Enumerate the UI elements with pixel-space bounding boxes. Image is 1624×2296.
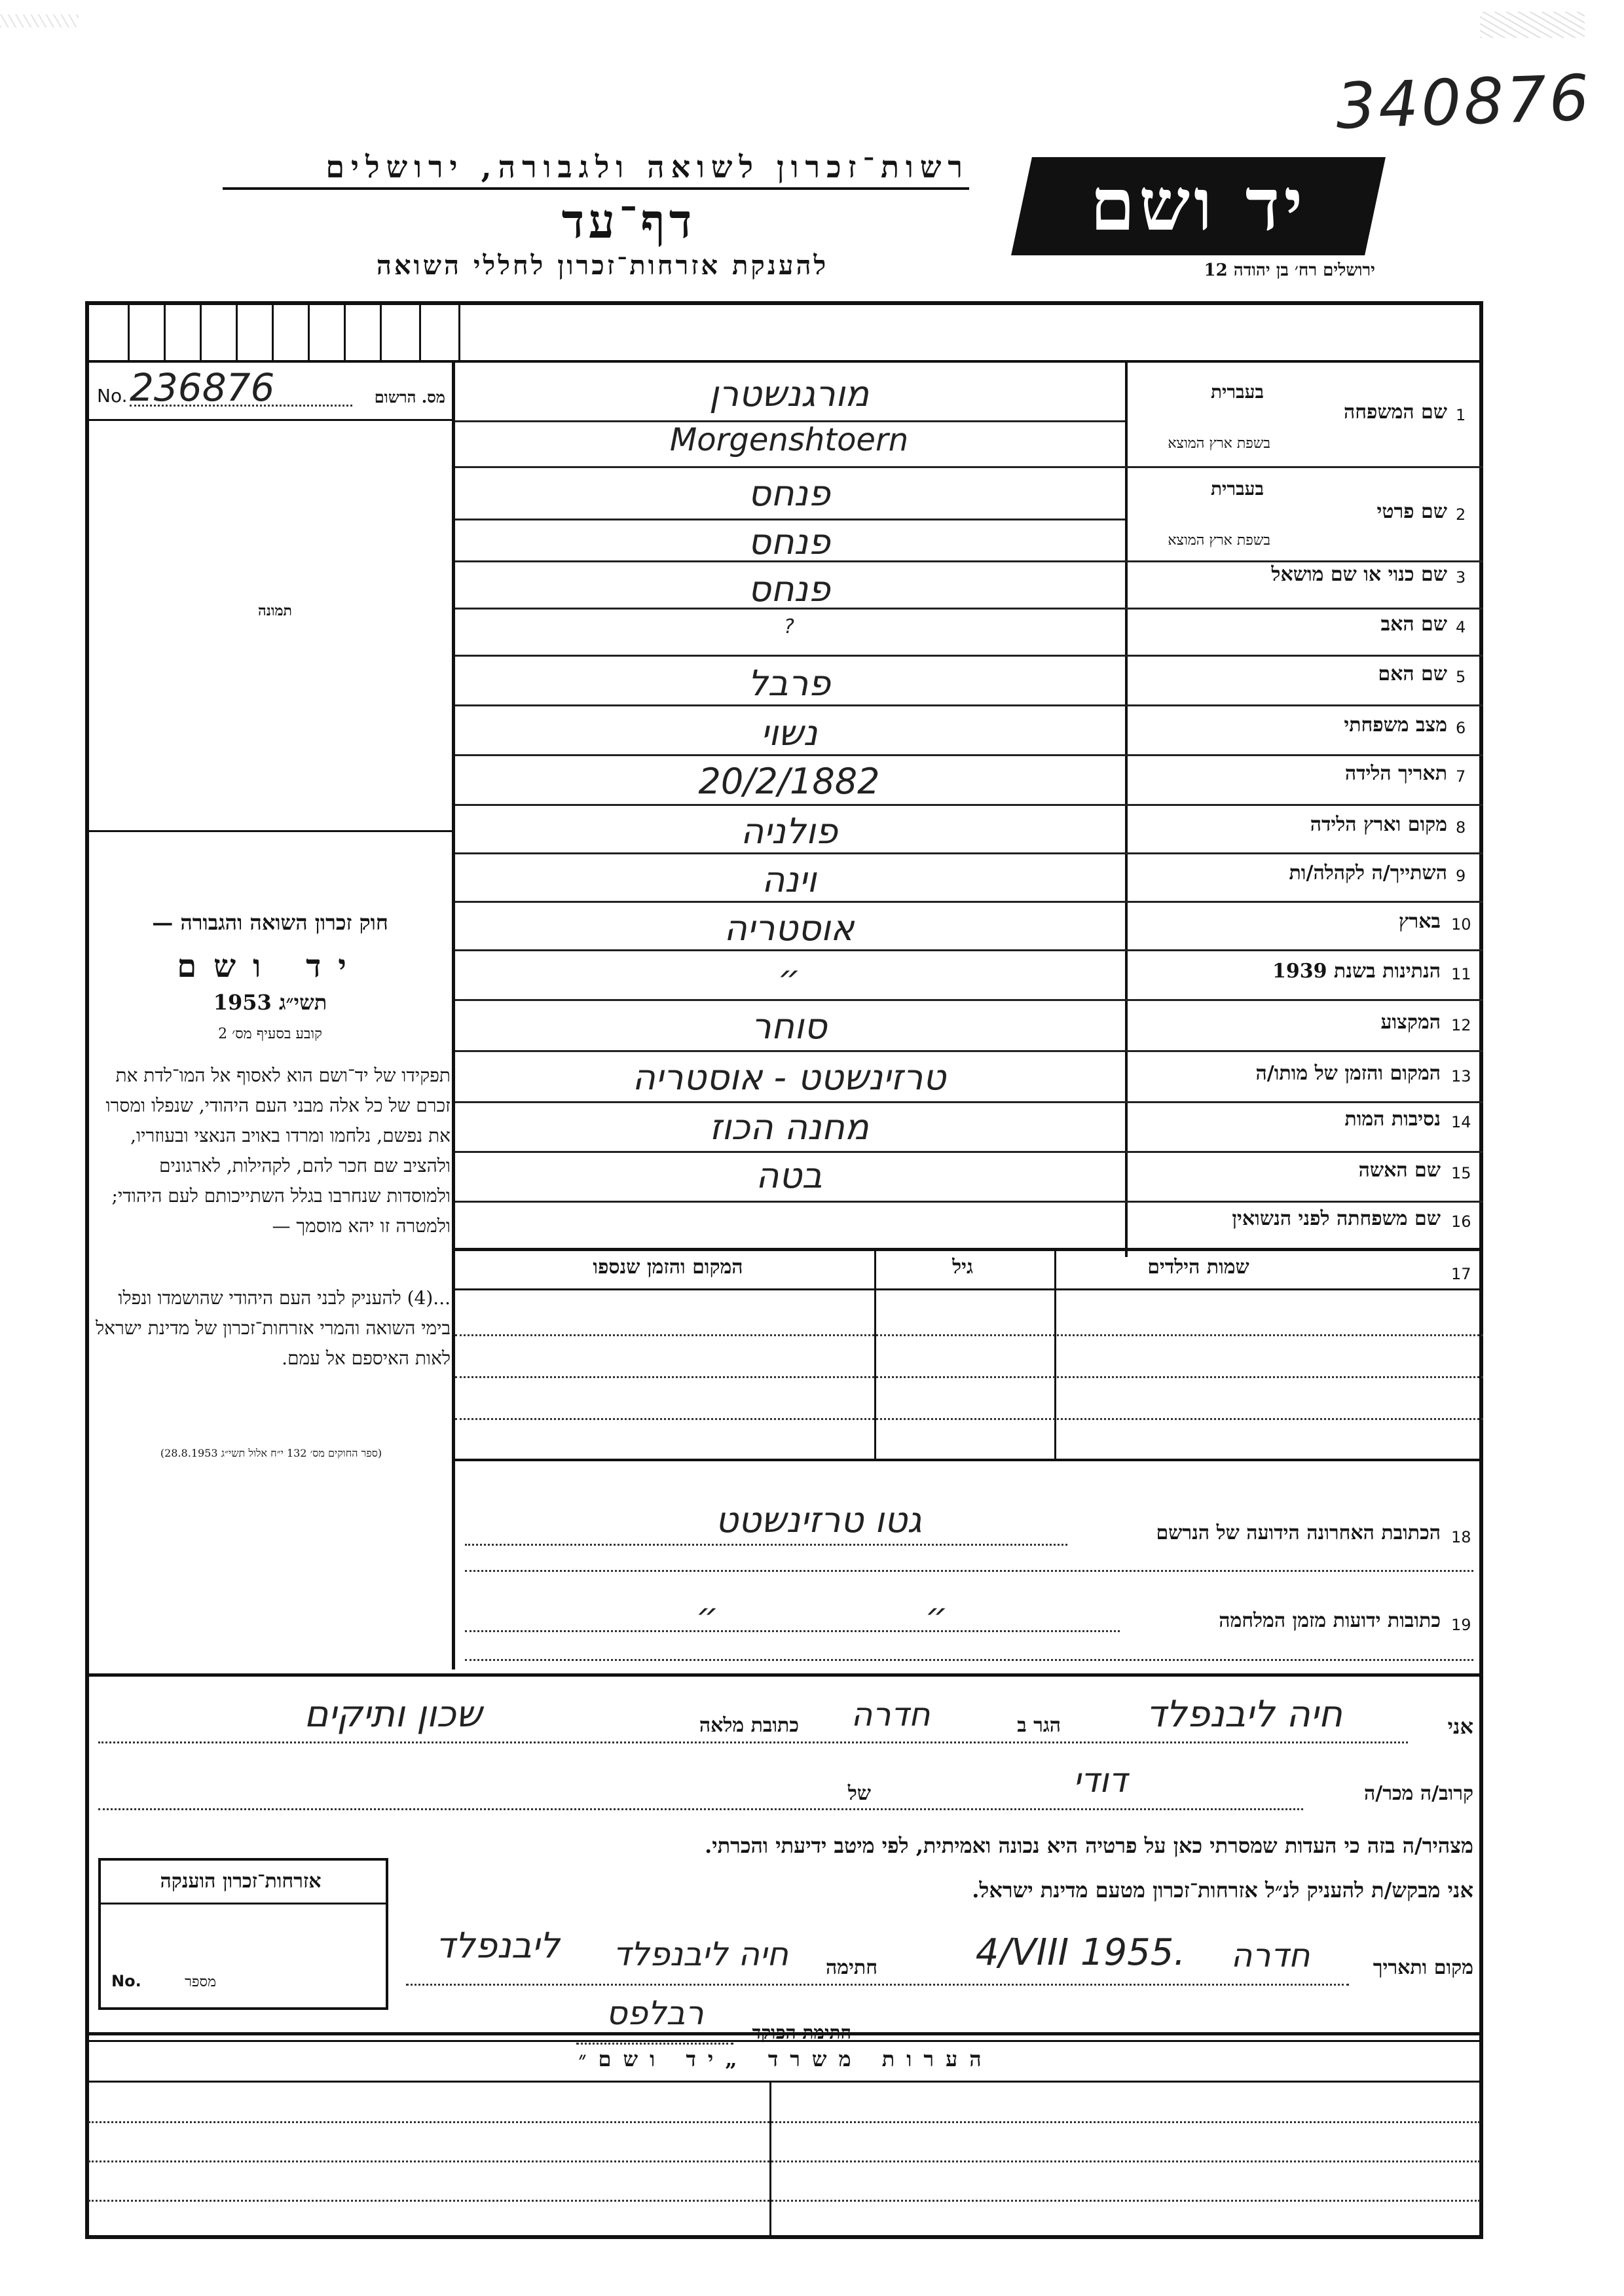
law-clause: קובע בסעיף מס׳ 2 [218,1026,322,1042]
field-2-number: 2 [1456,505,1466,524]
field-2-sub-hebrew: בעברית [1210,478,1264,500]
field-5-value: פרבל [747,663,831,704]
notes-row-1 [88,2121,1480,2123]
law-year: תשי״ג 1953 [213,990,327,1015]
label-column-divider [1125,360,1128,1257]
signature-value: חיה ליבנפלד [613,1935,788,1973]
field-6-label: מצב משפחתי [1344,714,1447,737]
field-18-number: 18 [1451,1528,1471,1546]
field-7-row [455,804,1483,806]
children-div-1 [1054,1250,1056,1460]
top-box-div-6 [308,301,310,360]
field-13-value: טרזינשטט - אוסטריה [632,1057,946,1098]
citizenship-title: אזרחות־זכרון הוענקה [160,1870,322,1893]
law-body-1: תפקידו של יד־ושם הוא לאסוף אל המו־לדת את זכרם של כל אלה מבני העם היהודי, שנפלו ומסרו את נפשם, נלחמו ומרדו באויב הנאצי ובעוזריו, ולהציב שם חכר להם, לקהילות, לארגונים ולמוסדות שנחרבו בגלל השתייכותם לעם היהודי; ולמטרה זו יהא מוסמך — [105,1065,451,1237]
field-2-value-hebrew: פנחס [748,473,830,514]
field-3-number: 3 [1456,568,1466,587]
registration-dots [130,405,352,407]
declarant-address: שכון ותיקים [304,1693,482,1736]
corner-speckle [1480,12,1585,38]
left-column-divider [452,360,455,1669]
form-bottom-border [85,2235,1483,2239]
field-12-number: 12 [1451,1016,1471,1034]
field-9-row [455,901,1483,903]
law-body-2: ...(4) להעניק לבני העם היהודי שהושמדו ונפלו בימי השואה והמרי אזרחות־זכרון של מדינת ישראל לאות האיספם אל עמם. [96,1287,451,1369]
field-12-row [455,1050,1483,1052]
photo-label: תמונה [258,602,292,619]
officer-signature: רבלפס [606,1994,704,2032]
field-19-number: 19 [1451,1616,1471,1634]
field-8-number: 8 [1456,818,1466,837]
field-5-row [455,704,1483,706]
field-4-label: שם האב [1380,613,1447,636]
citizenship-no: No. [111,1972,141,1990]
field-10-value: אוסטריה [724,907,855,949]
declare-text: מצהיר/ה בזה כי העדות שמסרתי כאן על פרטיה היא נכונה ואמיתית, לפי מיטב ידיעתי והכרתי. [705,1833,1473,1858]
field-19-value-a: ״ [695,1595,719,1636]
top-box-div-4 [236,301,238,360]
field-15-number: 15 [1451,1164,1471,1182]
form-left-border [85,301,89,2239]
top-box-div-7 [344,301,346,360]
field-16-row [455,1248,1483,1251]
children-header-line [455,1288,1483,1290]
field-11-number: 11 [1451,965,1471,983]
field-4-number: 4 [1456,618,1466,636]
children-col-names: שמות הילדים [1147,1256,1249,1279]
field-15-value: בטה [756,1155,822,1196]
field-14-value: מחנה הכוז [709,1106,869,1148]
field-1-sub-origin: בשפת ארץ המוצא [1168,435,1270,452]
field-4-value: ? [784,615,794,638]
office-notes-title: הערות משרד „יד ושם״ [578,2047,993,2071]
registration-number: 236876 [130,365,275,410]
declarant-line-1 [98,1741,1408,1743]
top-box-div-5 [272,301,274,360]
field-12-label: המקצוע [1380,1011,1441,1034]
law-heading: חוק זכרון השואה והגבורה — [152,910,388,935]
field-11-row [455,999,1483,1001]
field-8-value: פולניה [740,811,838,852]
law-name: יד ושם [177,948,363,985]
children-col-age: גיל [952,1256,973,1279]
notes-row-2 [88,2160,1480,2162]
children-bottom [455,1459,1483,1461]
declarant-ani: אני [1447,1714,1473,1739]
field-8-row [455,852,1483,854]
field-6-value: נשוי [760,712,818,754]
children-div-2 [874,1250,876,1460]
page-subtitle: להענקת אזרחות־זכרון לחללי השואה [376,250,829,281]
form-top-border [85,301,1483,305]
place-value: חדרה [1230,1937,1310,1975]
field-15-row [455,1201,1483,1203]
notes-top-line-2 [85,2040,1483,2042]
field-8-label: מקום וארץ הלידה [1310,813,1447,836]
field-19-dots-2 [465,1659,1473,1661]
field-19-label: כתובות ידועות מזמן המלחמה [1219,1609,1441,1632]
field-1-sub-hebrew: בעברית [1210,381,1264,403]
field-13-number: 13 [1451,1067,1471,1085]
field-1-value-hebrew: מורגנשטרן [709,373,870,414]
field-13-row [455,1101,1483,1103]
field-19-dots [465,1630,1120,1632]
place-date-label: מקום ותאריך [1373,1956,1473,1979]
field-15-label: שם האשה [1358,1159,1441,1182]
top-box-div-8 [380,301,382,360]
children-row-1 [455,1334,1483,1336]
notes-top-line [85,2032,1483,2035]
field-9-label: השתייך/ה לקהלה/ות [1289,862,1447,884]
declarant-line-2 [98,1808,1303,1810]
law-footnote: (ספר החוקים מס׳ 132 י״ח אלול תשי״ג 28.8.1953) [160,1447,382,1459]
children-col-place: המקום והזמן שנספו [593,1256,743,1279]
field-18-dots-2 [465,1570,1473,1572]
field-10-label: בארץ [1398,910,1441,933]
field-6-row [455,754,1483,756]
request-text: אני מבקש/ת להעניק לנ״ל אזרחות־זכרון מטעם מדינת ישראל. [972,1878,1473,1903]
field-9-number: 9 [1456,867,1466,885]
officer-line [576,2043,733,2045]
field-14-row [455,1151,1483,1153]
declarant-address-label: כתובת מלאה [699,1714,799,1737]
field-16-number: 16 [1451,1212,1471,1231]
signature-extra: ליבנפלד [435,1925,560,1966]
citizenship-title-line [101,1903,386,1904]
field-14-number: 14 [1451,1113,1471,1131]
children-number: 17 [1451,1265,1471,1283]
field-14-label: נסיבות המות [1344,1108,1441,1131]
registration-label: מס. הרשום [374,388,445,407]
field-5-label: שם האם [1378,663,1447,685]
photo-bottom-line [88,830,452,832]
field-3-value: פנחס [748,568,830,610]
relative-label: קרוב/ה מכר/ה [1364,1782,1473,1805]
field-16-label: שם משפחתה לפני הנשואין [1232,1207,1441,1230]
field-2-value-origin: פנחס [748,521,830,562]
top-box-div-9 [419,301,421,360]
citizenship-number-label: מספר [185,1974,216,1990]
top-strip-bottom [85,360,1483,363]
corner-speckle-left [0,14,79,27]
notes-center-div [769,2082,771,2236]
field-11-label: הנתינות בשנת 1939 [1272,960,1441,983]
field-4-row [455,655,1483,657]
notes-row-3 [88,2200,1480,2202]
signature-label: חתימה [826,1956,877,1979]
field-2-label: שם פרטי [1376,500,1447,523]
field-10-row [455,949,1483,951]
field-11-value: ״ [777,957,801,998]
field-13-label: המקום והזמן של מותו/ה [1255,1062,1441,1085]
registration-underline [88,419,452,421]
top-box-div-10 [458,301,460,360]
field-1-label: שם המשפחה [1343,401,1447,424]
authority-line: רשות־זכרון לשואה ולגבורה, ירושלים [223,149,969,190]
field-18-dots [465,1544,1067,1546]
field-10-number: 10 [1451,915,1471,934]
page-title: דף־עד [561,193,696,249]
children-row-2 [455,1376,1483,1378]
declarant-line-3 [406,1984,1349,1986]
field-3-label: שם כנוי או שם מושאל [1271,563,1447,586]
notes-header-line [85,2081,1483,2083]
field-6-number: 6 [1456,719,1466,737]
section-separator [85,1673,1483,1677]
field-18-label: הכתובת האחרונה הידועה של הנרשם [1156,1522,1441,1544]
field-19-value-b: ״ [925,1595,948,1636]
relative-shel: של [847,1782,871,1805]
top-box-div-2 [164,301,166,360]
relative-value: דודי [1073,1761,1128,1800]
logo-address: ירושלים רח׳ בן יהודה 12 [1204,261,1375,280]
registration-prefix: No. [97,385,128,407]
field-7-number: 7 [1456,767,1466,786]
field-7-label: תאריך הלידה [1344,762,1447,785]
field-1-row-b [455,466,1483,468]
field-7-value: 20/2/1882 [698,761,880,802]
field-18-value: גטו טרזינשטט [715,1499,922,1540]
declarant-name: חיה ליבנפלד [1145,1693,1342,1736]
field-12-value: סוחר [751,1006,827,1047]
field-1-value-origin: Morgenshtoern [669,422,909,458]
field-2-row-b [455,560,1483,562]
field-2-sub-origin: בשפת ארץ המוצא [1168,532,1270,549]
top-box-div-1 [128,301,130,360]
top-box-div-3 [200,301,202,360]
declarant-gar-label: הגר ב [1017,1714,1061,1737]
field-1-number: 1 [1456,406,1466,424]
form-right-border [1479,301,1483,2239]
logo-text: יד ושם [1090,162,1307,247]
field-3-row [455,608,1483,610]
children-row-3 [455,1418,1483,1420]
field-9-value: וינה [762,859,817,900]
field-2-row-a [455,519,1125,520]
declarant-city: חדרה [851,1696,931,1734]
field-5-number: 5 [1456,668,1466,686]
date-value: 4/VIII 1955. [975,1931,1186,1974]
archive-number: 340876 [1335,61,1593,143]
